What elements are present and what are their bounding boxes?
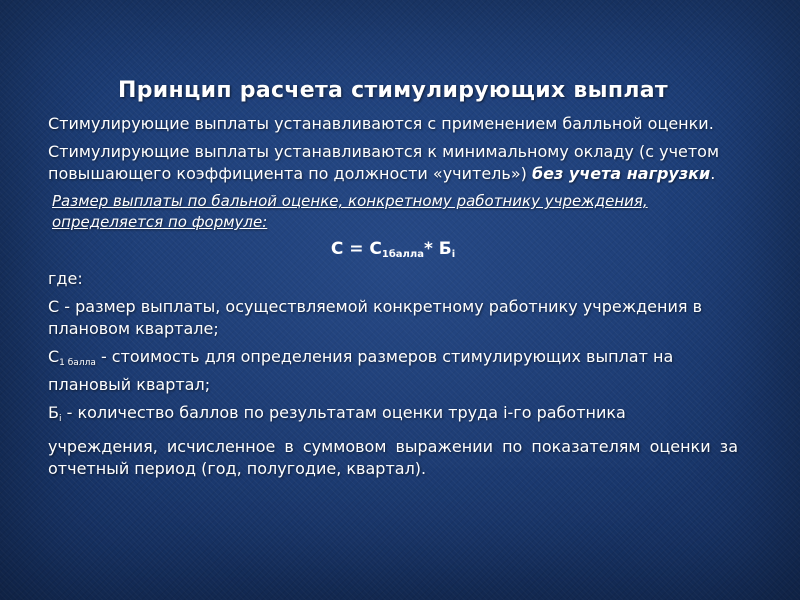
- no-load-emphasis: без учета нагрузки: [531, 164, 711, 183]
- formula-mid: * Б: [423, 239, 452, 259]
- definition-c1-symbol: С: [48, 347, 60, 366]
- paragraph-min-salary-text: Стимулирующие выплаты устанавливаются к минимальному окладу (с учетом повышающего коэффициента по должности «учитель»): [48, 142, 720, 183]
- where-label: где:: [48, 269, 83, 288]
- formula-lhs: С = С: [330, 239, 382, 259]
- formula-subscript-i: i: [451, 249, 456, 260]
- formula-subscript: 1балла: [381, 249, 424, 260]
- definition-b-subscript: i: [58, 414, 62, 424]
- slide-title: Принцип расчета стимулирующих выплат: [118, 78, 668, 103]
- definition-c: С - размер выплаты, осуществляемой конкретному работнику учреждения в плановом квартале;: [48, 297, 703, 338]
- definition-b-symbol: Б: [48, 403, 59, 422]
- definition-c1-subscript: 1 балла: [59, 358, 96, 368]
- definition-c1-text: - стоимость для определения размеров стимулирующих выплат на плановый квартал;: [48, 347, 674, 394]
- definition-b-text: - количество баллов по результатам оценки труда i-го работника: [61, 403, 626, 422]
- definition-c1: [48, 346, 738, 396]
- paragraph-min-salary-end: .: [710, 164, 716, 183]
- payment-formula: [48, 239, 738, 260]
- paragraph-min-salary: [48, 141, 738, 185]
- slide-content: [48, 78, 738, 480]
- definition-b: [48, 402, 738, 430]
- formula-intro: Размер выплаты по бальной оценке, конкретному работнику учреждения, определяется по формуле:: [52, 192, 648, 231]
- definition-b-continued: учреждения, исчисленное в суммовом выражении по показателям оценки за отчетный период (год, полугодие, квартал).: [48, 437, 738, 478]
- paragraph-points-method: Стимулирующие выплаты устанавливаются с применением балльной оценки.: [48, 114, 714, 133]
